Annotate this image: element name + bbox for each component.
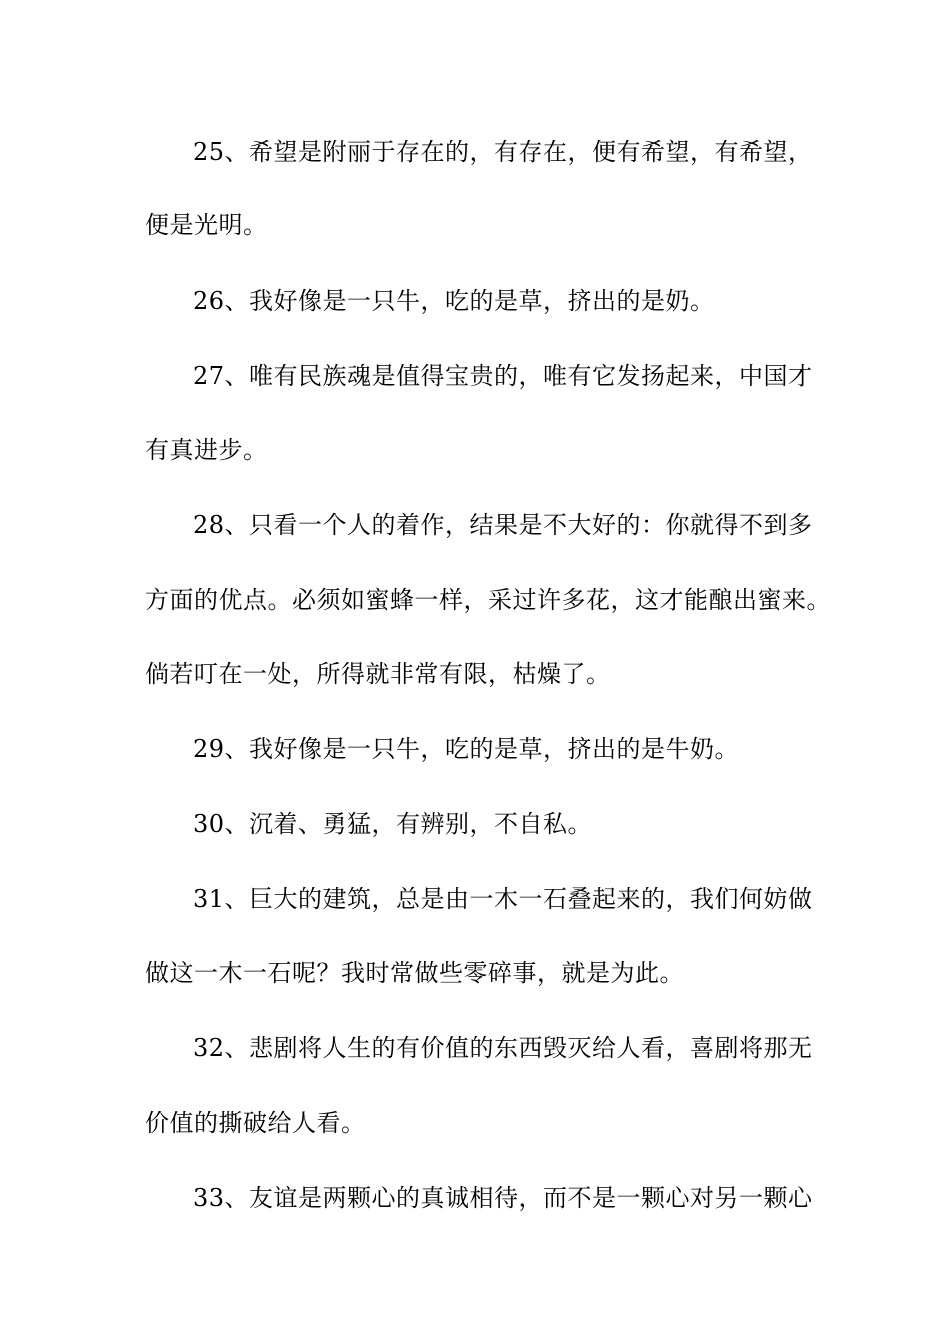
quote-28-line-2: 方面的优点。必须如蜜蜂一样，采过许多花，这才能酿出蜜来。 (145, 586, 831, 614)
quote-25-line-2: 便是光明。 (145, 211, 268, 239)
quote-25-line-1: 25、希望是附丽于存在的，有存在，便有希望，有希望， (193, 138, 813, 166)
quote-29-line-1: 29、我好像是一只牛，吃的是草，挤出的是牛奶。 (193, 735, 740, 763)
quote-27-line-2: 有真进步。 (145, 436, 268, 464)
quote-27-line-1: 27、唯有民族魂是值得宝贵的，唯有它发扬起来，中国才 (193, 362, 813, 390)
quote-31-line-1: 31、巨大的建筑，总是由一木一石叠起来的，我们何妨做 (193, 885, 813, 913)
quote-26-line-1: 26、我好像是一只牛，吃的是草，挤出的是奶。 (193, 287, 715, 315)
quote-30-line-1: 30、沉着、勇猛，有辨别，不自私。 (193, 810, 593, 838)
quote-28-line-1: 28、只看一个人的着作，结果是不大好的：你就得不到多 (193, 511, 813, 539)
quote-32-line-2: 价值的撕破给人看。 (145, 1109, 366, 1137)
quote-32-line-1: 32、悲剧将人生的有价值的东西毁灭给人看，喜剧将那无 (193, 1034, 813, 1062)
quote-31-line-2: 做这一木一石呢？我时常做些零碎事，就是为此。 (145, 959, 684, 987)
quote-28-line-3: 倘若叮在一处，所得就非常有限，枯燥了。 (145, 660, 611, 688)
quote-33-line-1: 33、友谊是两颗心的真诚相待，而不是一颗心对另一颗心 (193, 1184, 813, 1212)
